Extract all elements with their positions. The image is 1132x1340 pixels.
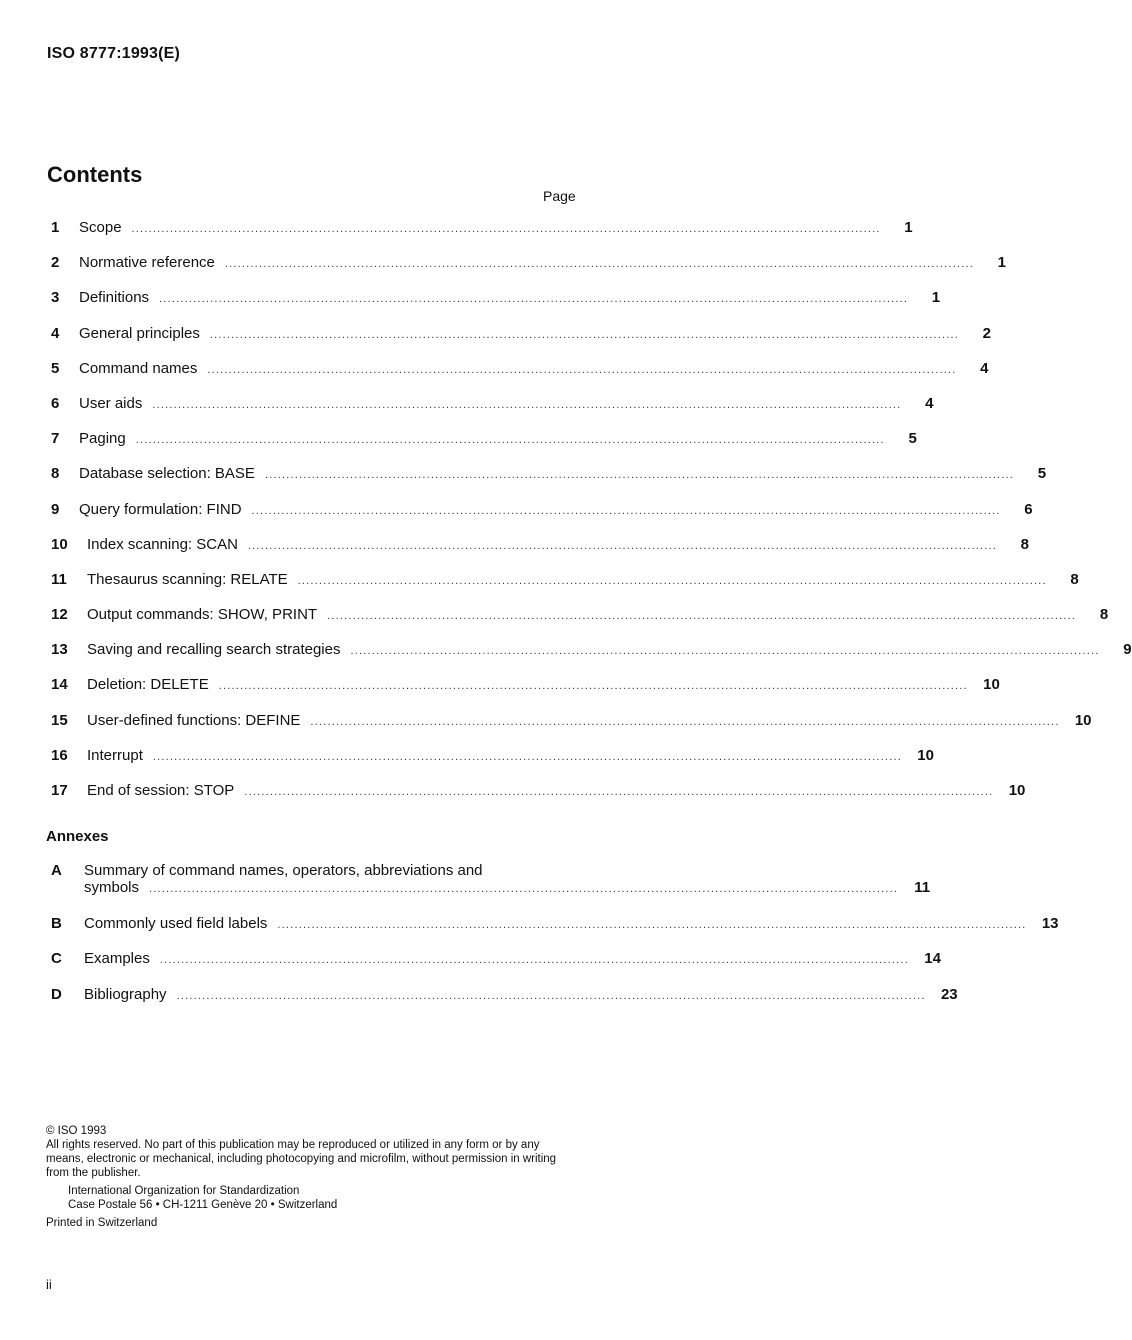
- toc-entry-number: 9: [51, 500, 60, 518]
- toc-entry-number: 12: [51, 606, 68, 624]
- toc-entry-title: User aids: [79, 394, 143, 412]
- annexes-heading: Annexes: [46, 828, 109, 845]
- table-of-contents: [47, 219, 1132, 817]
- toc-entry-page: 10: [1074, 711, 1092, 729]
- toc-entry-title: Thesaurus scanning: RELATE: [87, 570, 288, 588]
- toc-entry[interactable]: [47, 254, 1006, 289]
- leader-dots: [298, 575, 1047, 587]
- annex-entry[interactable]: [47, 862, 931, 896]
- toc-entry-title: Output commands: SHOW, PRINT: [87, 606, 318, 624]
- toc-entry-number: 13: [51, 641, 68, 659]
- toc-entry-title: Saving and recalling search strategies: [87, 641, 341, 659]
- annex-entry[interactable]: [47, 915, 1059, 932]
- toc-entry-title: Paging: [79, 430, 126, 448]
- toc-entry-title: Definitions: [79, 289, 150, 307]
- toc-entry-page: 9: [1123, 641, 1132, 659]
- leader-dots: [310, 716, 1059, 728]
- toc-entry-page: 8: [1070, 570, 1079, 588]
- toc-entry-title: Normative reference: [79, 254, 215, 272]
- toc-entry-number: 3: [51, 289, 60, 307]
- toc-entry-page: 10: [983, 676, 1000, 694]
- leader-dots: [252, 505, 1001, 517]
- leader-dots: [136, 434, 885, 446]
- toc-entry-number: 10: [51, 535, 68, 553]
- toc-entry[interactable]: [47, 606, 1109, 641]
- publisher-name: International Organization for Standardization: [68, 1185, 300, 1197]
- toc-entry-page: 4: [925, 394, 934, 412]
- toc-entry-page: 1: [904, 219, 913, 236]
- annex-title-line: symbols: [84, 879, 140, 896]
- toc-entry[interactable]: [47, 324, 991, 360]
- toc-entry-title: Database selection: BASE: [79, 465, 255, 483]
- contents-heading: Contents: [47, 162, 143, 187]
- annex-entry[interactable]: [47, 986, 958, 1003]
- toc-entry[interactable]: [47, 219, 913, 254]
- toc-entry-page: 6: [1024, 500, 1033, 518]
- leader-dots: [265, 469, 1014, 481]
- toc-entry-number: 6: [51, 394, 60, 412]
- leader-dots: [160, 954, 909, 966]
- annex-title: Commonly used field labels: [84, 915, 268, 932]
- toc-entry-number: 5: [51, 359, 60, 377]
- leader-dots: [153, 751, 902, 763]
- toc-entry-title: General principles: [79, 324, 200, 342]
- annex-page: 13: [1041, 915, 1059, 932]
- printed-in: Printed in Switzerland: [46, 1217, 158, 1229]
- toc-entry-page: 5: [908, 430, 917, 448]
- annex-title: Examples: [84, 950, 150, 967]
- leader-dots: [219, 680, 968, 692]
- page-number: ii: [46, 1277, 52, 1292]
- annex-letter: C: [51, 950, 62, 967]
- toc-entry-page: 2: [982, 324, 991, 342]
- annex-page: 14: [924, 950, 941, 967]
- annex-letter: D: [51, 986, 62, 1003]
- toc-entry-title: End of session: STOP: [87, 782, 235, 799]
- toc-entry[interactable]: [47, 676, 1000, 711]
- toc-entry-number: 1: [51, 219, 60, 236]
- toc-entry-title: Interrupt: [87, 746, 143, 764]
- annex-page: 23: [940, 986, 958, 1003]
- leader-dots: [149, 883, 898, 895]
- toc-entry-title: Index scanning: SCAN: [87, 535, 238, 553]
- toc-entry-number: 4: [51, 324, 60, 342]
- annex-page: 11: [914, 879, 931, 896]
- rights-statement: All rights reserved. No part of this publication may be reproduced or utilized in any form or by any means, electronic or mechanical, including photocopying and microfilm, without permission in writing from the publisher.: [46, 1139, 557, 1179]
- leader-dots: [225, 258, 974, 270]
- toc-entry-title: Deletion: DELETE: [87, 676, 209, 694]
- toc-entry-number: 15: [51, 711, 68, 729]
- toc-entry-number: 16: [51, 746, 68, 764]
- leader-dots: [210, 329, 959, 341]
- toc-entry-title: Command names: [79, 359, 198, 377]
- toc-entry[interactable]: [47, 711, 1092, 747]
- leader-dots: [159, 293, 908, 305]
- page-column-label: Page: [543, 188, 576, 204]
- toc-entry[interactable]: [47, 746, 934, 782]
- toc-entry-number: 8: [51, 465, 60, 483]
- toc-entry[interactable]: [47, 570, 1079, 606]
- toc-entry[interactable]: [47, 359, 989, 395]
- annex-title: Bibliography: [84, 986, 167, 1003]
- annex-title-line: Summary of command names, operators, abbreviations and: [84, 862, 483, 879]
- toc-entry[interactable]: [47, 500, 1033, 536]
- toc-entry-number: 11: [51, 570, 67, 588]
- copyright-notice: [46, 1124, 576, 1230]
- leader-dots: [327, 610, 1076, 622]
- annex-entry[interactable]: [47, 950, 941, 967]
- toc-entry-title: Query formulation: FIND: [79, 500, 242, 518]
- toc-entry-number: 2: [51, 254, 60, 272]
- toc-entry-page: 10: [917, 746, 934, 764]
- toc-entry-number: 14: [51, 676, 68, 694]
- toc-entry[interactable]: [47, 465, 1047, 500]
- toc-entry-title: User-defined functions: DEFINE: [87, 711, 301, 729]
- leader-dots: [350, 645, 1099, 657]
- toc-entry-page: 8: [1020, 535, 1030, 553]
- leader-dots: [177, 990, 926, 1002]
- toc-entry-page: 1: [931, 289, 941, 307]
- toc-entry-page: 5: [1037, 465, 1047, 483]
- leader-dots: [244, 786, 993, 798]
- document-id: ISO 8777:1993(E): [47, 45, 181, 62]
- toc-entry[interactable]: [47, 394, 934, 430]
- toc-entry[interactable]: [47, 430, 917, 465]
- copyright-line: © ISO 1993: [46, 1125, 107, 1137]
- toc-entry-page: 4: [980, 359, 989, 377]
- toc-entry[interactable]: [47, 641, 1132, 676]
- leader-dots: [277, 919, 1026, 931]
- toc-entry[interactable]: [47, 535, 1030, 571]
- toc-entry[interactable]: [47, 782, 1026, 817]
- toc-entry-page: 10: [1008, 782, 1026, 799]
- toc-entry-number: 17: [51, 782, 68, 799]
- toc-entry-page: 1: [997, 254, 1006, 272]
- publisher-address: Case Postale 56 • CH-1211 Genève 20 • Switzerland: [68, 1199, 338, 1211]
- annex-letter: B: [51, 915, 62, 932]
- toc-entry-title: Scope: [79, 219, 122, 236]
- annex-letter: A: [51, 862, 62, 879]
- leader-dots: [207, 364, 956, 376]
- toc-entry-page: 8: [1099, 606, 1109, 624]
- leader-dots: [132, 223, 881, 235]
- leader-dots: [152, 399, 901, 411]
- toc-entry-number: 7: [51, 430, 60, 448]
- leader-dots: [248, 540, 997, 552]
- toc-entry[interactable]: [47, 289, 941, 324]
